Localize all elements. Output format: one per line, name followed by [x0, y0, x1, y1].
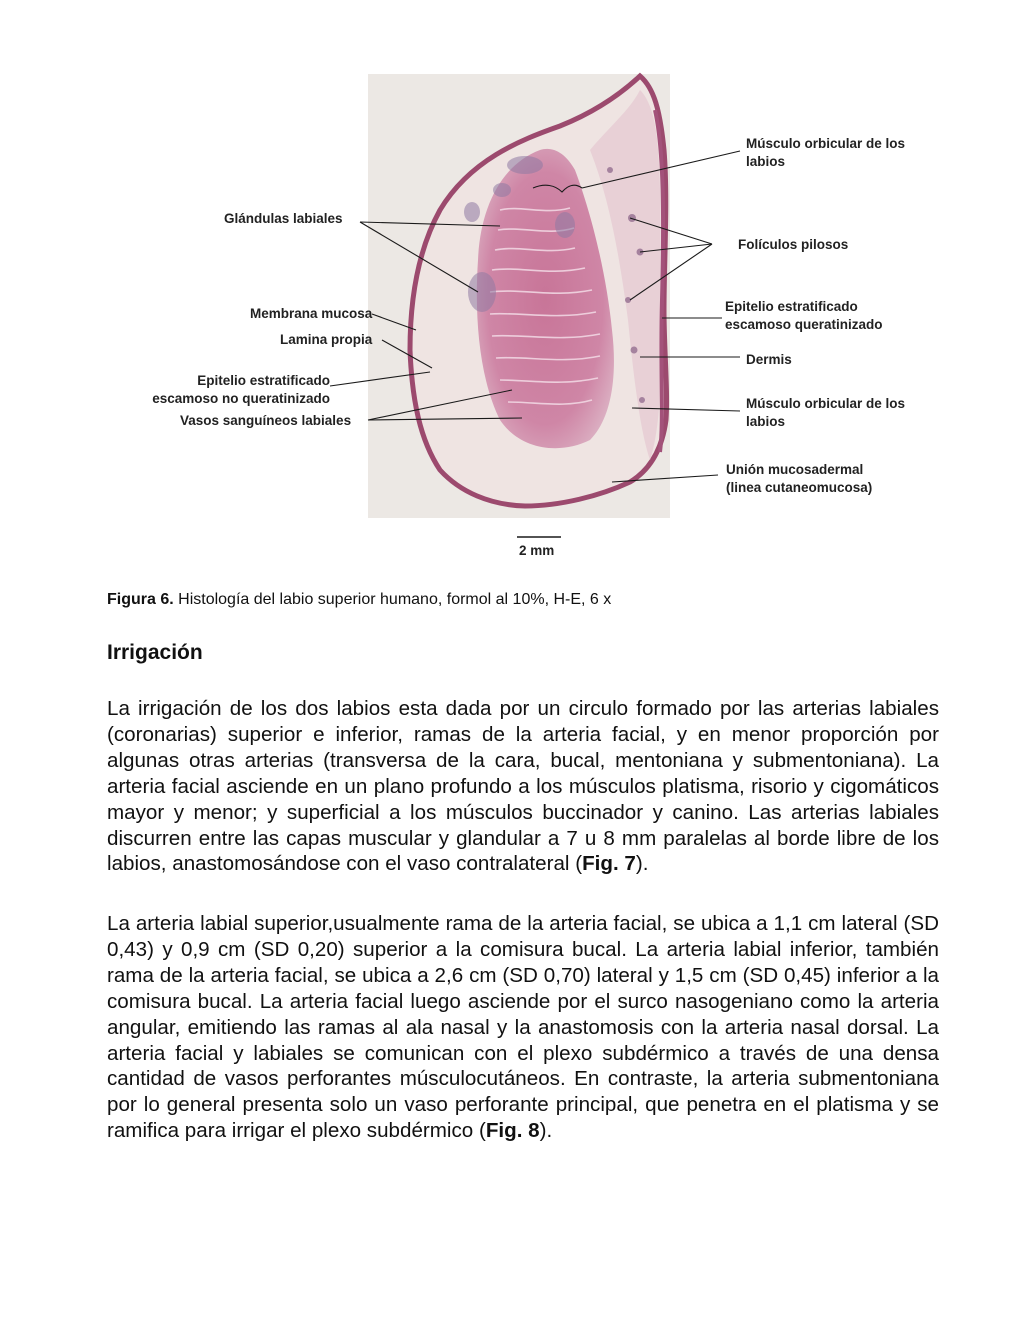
label-dermis: Dermis [746, 352, 792, 367]
label-epitelio-no-queratinizado: Epitelio estratificado escamoso no queratinizado [152, 373, 330, 406]
label-lamina-propia: Lamina propia [280, 332, 373, 347]
label-union-mucosadermal: Unión mucosadermal (linea cutaneomucosa) [726, 462, 873, 495]
caption-text: Histología del labio superior humano, formol al 10%, H-E, 6 x [178, 591, 612, 608]
paragraph-1-end: ). [635, 852, 649, 876]
label-musculo-orbicular-top: Músculo orbicular de los labios [746, 136, 906, 169]
section-heading: Irrigación [107, 641, 203, 664]
label-musculo-orbicular-bottom: Músculo orbicular de los labios [746, 396, 906, 429]
paragraph-2-text: La arteria labial superior,usualmente rama de la arteria facial, se ubica a 1,1 cm lateral (SD 0,43) y 0,9 cm (SD 0,20) superior a la comisura bucal. La arteria labial inferior, también rama de la arteria facial, se ubica a 2,6 cm (SD 0,70) lateral y 1,5 cm (SD 0,45) inferior a la comisura bucal. La arteria facial luego asciende por el surco nasogeniano como la arteria angular, emitiendo las ramas al ala nasal y la anastomosis con la arteria nasal dorsal. La arteria facial y labiales se comunican con el plexo subdérmico a través de una densa cantidad de vasos perforantes músculocutáneos. En contraste, la arteria submentoniana por lo general presenta solo un vaso perforante principal, que penetra en el platisma y se ramifica para irrigar el plexo subdérmico ( [107, 912, 939, 1143]
figure-8-ref: Fig. 8 [485, 1119, 540, 1143]
figure-caption [107, 591, 611, 609]
label-membrana-mucosa: Membrana mucosa [250, 306, 373, 321]
paragraph-1-text: La irrigación de los dos labios esta dada por un circulo formado por las arterias labiales (coronarias) superior e inferior, ramas de la arteria facial, y en menor proporción por algunas otras arterias (transversa de la cara, bucal, mentoniana y submentoniana). La arteria facial asciende en un plano profundo a los músculos platisma, risorio y cigomáticos mayor y menor; y superficial a los músculos buccinador y canino. Las arterias labiales discurren entre las capas muscular y glandular a 7 u 8 mm paralelas al borde libre de los labios, anastomosándose con el vaso contralateral ( [107, 697, 939, 876]
label-foliculos-pilosos: Folículos pilosos [738, 237, 849, 252]
histology-figure [0, 0, 1024, 575]
label-epitelio-queratinizado: Epitelio estratificado escamoso queratinizado [725, 299, 883, 332]
label-scale: 2 mm [519, 543, 555, 558]
paragraph-irrigation-2 [107, 911, 939, 1144]
label-vasos-sanguineos: Vasos sanguíneos labiales [180, 413, 352, 428]
paragraph-irrigation-1 [107, 696, 939, 877]
caption-label: Figura 6. [107, 591, 174, 608]
figure-7-ref: Fig. 7 [582, 852, 636, 876]
label-glandulas-labiales: Glándulas labiales [224, 211, 343, 226]
paragraph-2-end: ). [539, 1119, 553, 1143]
